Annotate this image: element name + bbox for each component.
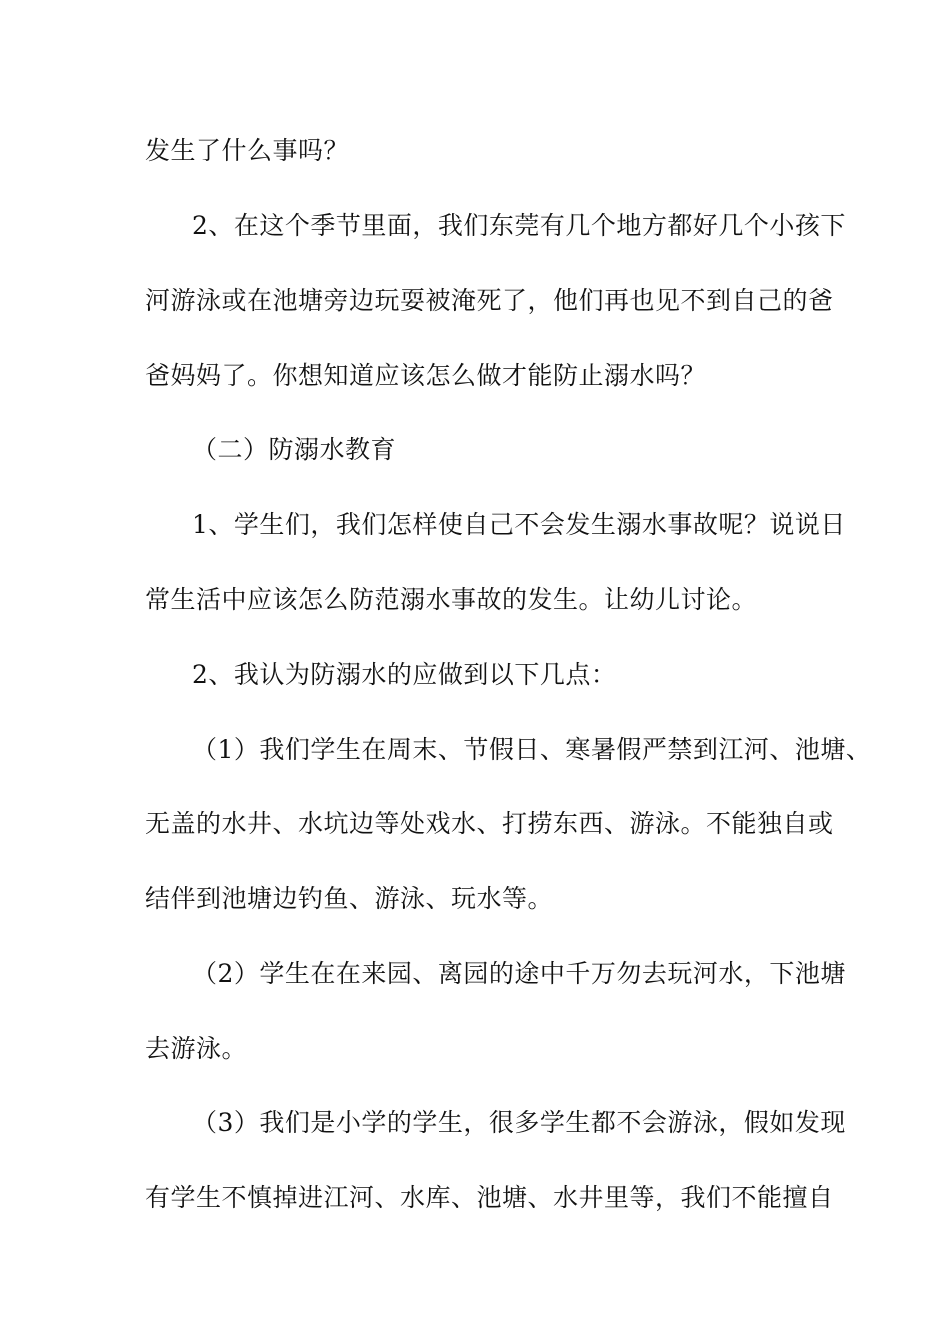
text-line: 去游泳。 — [145, 1034, 248, 1063]
text-line: 常生活中应该怎么防范溺水事故的发生。让幼儿讨论。 — [145, 585, 758, 614]
text-line: 爸妈妈了。你想知道应该怎么做才能防止溺水吗？ — [145, 361, 707, 390]
text-line: 结伴到池塘边钓鱼、游泳、玩水等。 — [145, 884, 554, 913]
section-heading: （二）防溺水教育 — [192, 435, 397, 464]
text-line: （2）学生在在来园、离园的途中千万勿去玩河水，下池塘 — [192, 959, 846, 988]
text-line: 发生了什么事吗？ — [145, 136, 350, 165]
text-line: 无盖的水井、水坑边等处戏水、打捞东西、游泳。不能独自或 — [145, 809, 834, 838]
text-line: 2、在这个季节里面，我们东莞有几个地方都好几个小孩下 — [192, 211, 846, 240]
text-line: 2、我认为防溺水的应做到以下几点： — [192, 660, 617, 689]
text-line: 河游泳或在池塘旁边玩耍被淹死了，他们再也见不到自己的爸 — [145, 286, 834, 315]
text-line: 1、学生们，我们怎样使自己不会发生溺水事故呢？说说日 — [192, 510, 846, 539]
text-line: 有学生不慎掉进江河、水库、池塘、水井里等，我们不能擅自 — [145, 1183, 834, 1212]
text-line: （1）我们学生在周末、节假日、寒暑假严禁到江河、池塘、 — [192, 735, 872, 764]
text-line: （3）我们是小学的学生，很多学生都不会游泳，假如发现 — [192, 1108, 846, 1137]
